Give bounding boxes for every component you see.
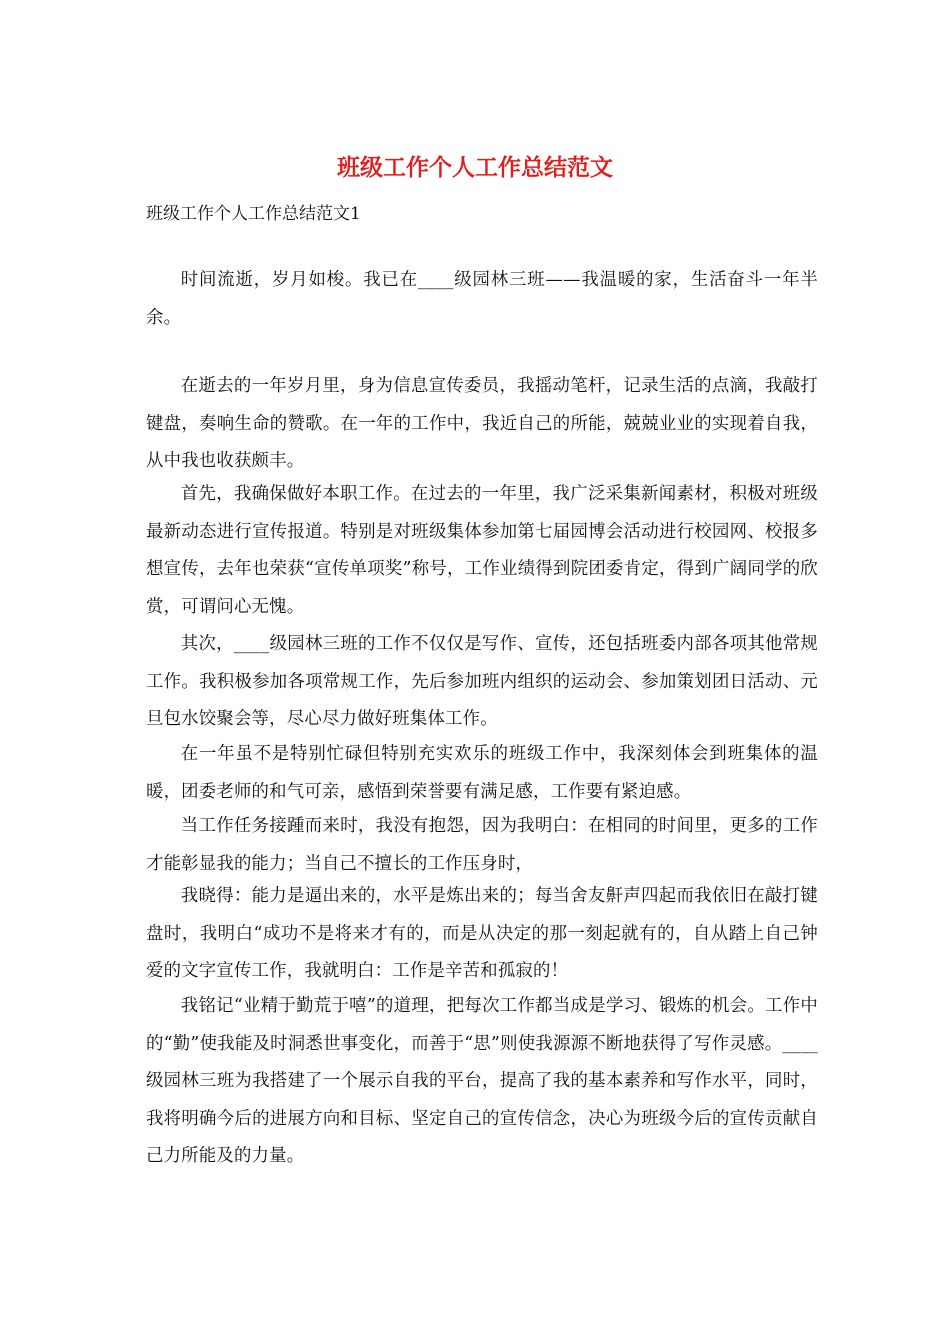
- paragraph-role: 在逝去的一年岁月里，身为信息宣传委员，我摇动笔杆，记录生活的点滴，我敲打键盘，奏响生命的赞歌。在一年的工作中，我近自己的所能，兢兢业业的实现着自我，从中我也收获颇丰。: [146, 376, 818, 471]
- document-title: 班级工作个人工作总结范文: [337, 154, 613, 181]
- paragraph-first: 首先，我确保做好本职工作。在过去的一年里，我广泛采集新闻素材，积极对班级最新动态进行宣传报道。特别是对班级集体参加第七届园博会活动进行校园网、校报多想宣传，去年也荣获“宣传单项奖”称号，工作业绩得到院团委肯定，得到广阔同学的欣赏，可谓问心无愧。: [146, 484, 818, 617]
- paragraph-reflection: 在一年虽不是特别忙碌但特别充实欢乐的班级工作中，我深刻体会到班集体的温暖，团委老师的和气可亲，感悟到荣誉要有满足感，工作要有紧迫感。: [146, 744, 818, 802]
- paragraph-ability: 我晓得：能力是逼出来的，水平是炼出来的；每当舍友鼾声四起而我依旧在敲打键盘时，我明白“成功不是将来才有的，而是从决定的那一刻起就有的，自从踏上自己钟爱的文字宣传工作，我就明白：工作是辛苦和孤寂的！: [146, 886, 818, 981]
- document-subtitle: 班级工作个人工作总结范文1: [146, 204, 361, 224]
- paragraph-second: 其次，____级园林三班的工作不仅仅是写作、宣传，还包括班委内部各项其他常规工作。我积极参加各项常规工作，先后参加班内组织的运动会、参加策划团日活动、元旦包水饺聚会等，尽心尽力做好班集体工作。: [146, 634, 818, 729]
- paragraph-motto: 我铭记“业精于勤荒于嘻”的道理，把每次工作都当成是学习、锻炼的机会。工作中的“勤”使我能及时洞悉世事变化，而善于“思”则使我源源不断地获得了写作灵感。____级园林三班为我搭建了一个展示自我的平台，提高了我的基本素养和写作水平，同时，我将明确今后的进展方向和目标、坚定自己的宣传信念，决心为班级今后的宣传贡献自己力所能及的力量。: [146, 996, 818, 1166]
- paragraph-intro: 时间流逝，岁月如梭。我已在____级园林三班——我温暖的家，生活奋斗一年半余。: [146, 270, 818, 328]
- paragraph-workload: 当工作任务接踵而来时，我没有抱怨，因为我明白：在相同的时间里，更多的工作才能彰显我的能力；当自己不擅长的工作压身时，: [146, 816, 818, 874]
